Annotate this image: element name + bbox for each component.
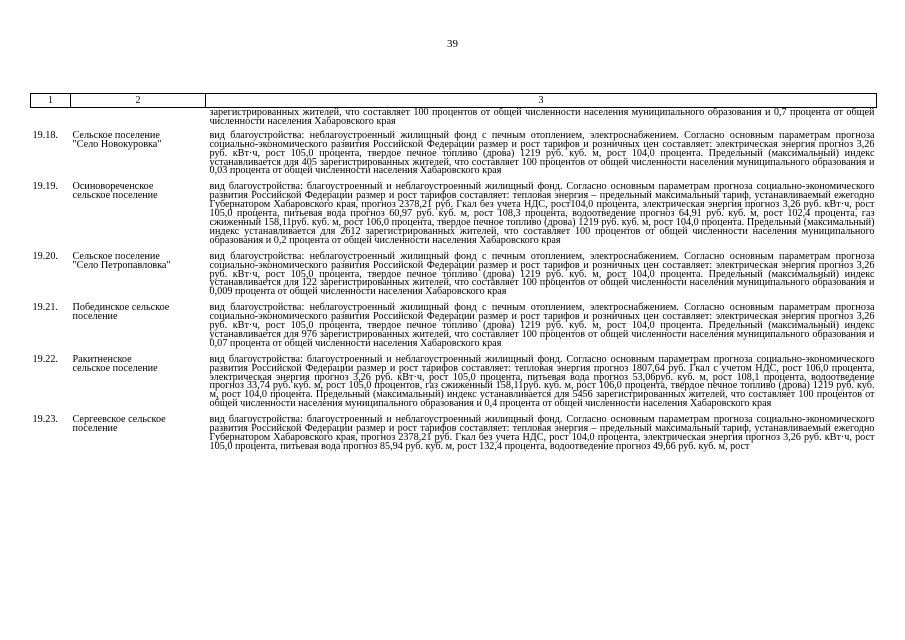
settlement-name: Осиновореченское сельское поселение — [72, 181, 158, 202]
settlement-name: Сельское поселение "Село Новокуровка" — [72, 129, 162, 150]
settlement-name-empty — [71, 108, 206, 132]
row-number: 19.21. — [32, 302, 58, 314]
row-description: вид благоустройства: неблагоустроенный жилищный фонд с печным отоплением, электроснабжением. Согласно основным параметрам прогноза социально-экономического развития Российской Федерации размер и рост тарифов и розничных цен составляет: электрическая энергия прогноз 3,26 руб. кВт·ч, рост 105,0 процента, твердое печное топливо (дрова) 1219 руб. куб. м, рост 104,0 процента. Предельный (максимальный) индекс устанавливается для 122 зарегистрированных жителей, что составляет 100 процентов от общей численности населения муниципального образования и 0,009 процента от общей численности населения Хабаровского края — [209, 250, 875, 298]
table-row — [31, 356, 877, 416]
row-number: 19.23. — [32, 414, 58, 426]
settlement-name: Сельское поселение "Село Петропавловка" — [72, 250, 171, 271]
row-number: 19.18. — [32, 129, 58, 141]
row-description: вид благоустройства: неблагоустроенный жилищный фонд с печным отоплением, электроснабжением. Согласно основным параметрам прогноза социально-экономического развития Российской Федерации размер и рост тарифов и розничных цен составляет: электрическая энергия прогноз 3,26 руб. кВт·ч, рост 105,0 процента, твердое печное топливо (дрова) 1219 руб. куб. м, рост 104,0 процента. Предельный (максимальный) индекс устанавливается для 976 зарегистрированных жителей, что составляет 100 процентов от общей численности населения муниципального образования и 0,07 процента от общей численности населения Хабаровского края — [209, 302, 875, 349]
table-row — [31, 132, 877, 184]
row-number-empty — [31, 108, 71, 132]
row-description: вид благоустройства: благоустроенный и неблагоустроенный жилищный фонд. Согласно основным параметрам прогноза социально-экономического развития Российской Федерации размер и рост тарифов составляет: тепловая энергия прогноз 1807,64 руб. Гкал с учетом НДС, рост 106,0 процента, электрическая энергия прогноз 3,26 руб. кВт·ч, рост 105,0 процента, питьевая вода прогноз 53,06руб. куб. м, рост 108,1 процента, водоотведение прогноз 33,74 руб. куб. м, рост 105,0 процентов, газ сжиженный 158,11руб. куб. м, рост 106,0 процента, твердое печное топливо (дрова) 1219 руб. куб. м, рост 104,0 процента. Предельный (максимальный) индекс устанавливается для 5456 зарегистрированных жителей, что составляет 100 процентов от общей численности населения муниципального образования и 0,4 процента от общей численности населения Хабаровского края — [209, 353, 875, 410]
table-row — [31, 416, 877, 459]
table-header-row — [31, 94, 877, 108]
table-row-continuation — [31, 108, 877, 132]
row-description: вид благоустройства: благоустроенный и неблагоустроенный жилищный фонд. Согласно основным параметрам прогноза социально-экономического развития Российской Федерации размер и рост тарифов составляет: тепловая энергия – предельный максимальный тариф, устанавливаемый ежегодно Губернатором Хабаровского края, прогноз 2378,21 руб. Гкал без учета НДС, рост104,0 процента, электрическая энергия прогноз 3,26 руб. кВт·ч, рост 105,0 процента, питьевая вода прогноз 60,97 руб. куб. м, рост 108,3 процента, водоотведение прогноз 64,91 руб. куб. м, рост 102,4 процента, газ сжиженный 158,11руб. куб. м, рост 106,0 процента, твердое печное топливо (дрова) 1219 руб. куб. м, рост 104,0 процента. Предельный (максимальный) индекс устанавливается для 2612 зарегистрированных жителей, что составляет 100 процентов от общей численности населения муниципального образования и 0,2 процента от общей численности населения Хабаровского края — [209, 181, 875, 246]
continuation-text: зарегистрированных жителей, что составляет 100 процентов от общей численности населения муниципального образования и 0,7 процента от общей численности населения Хабаровского края — [209, 107, 875, 127]
row-description: вид благоустройства: неблагоустроенный жилищный фонд с печным отоплением, электроснабжением. Согласно основным параметрам прогноза социально-экономического развития Российской Федерации размер и рост тарифов и розничных цен составляет: электрическая энергия прогноз 3,26 руб. кВт·ч, рост 105,0 процента, твердое печное топливо (дрова) 1219 руб. куб. м, рост 104,0 процента. Предельный (максимальный) индекс устанавливается для 405 зарегистрированных жителей, что составляет 100 процентов от общей численности населения муниципального образования и 0,03 процента от общей численности населения Хабаровского края — [209, 129, 875, 177]
row-number: 19.22. — [32, 353, 58, 365]
column-header-2: 2 — [71, 94, 206, 108]
settlement-name: Сергеевское сельское поселение — [72, 414, 166, 435]
column-header-1: 1 — [31, 94, 71, 108]
table-row — [31, 253, 877, 305]
row-number: 19.20. — [32, 250, 58, 262]
settlement-name: Ракитненское сельское поселение — [72, 353, 158, 374]
tariff-table — [30, 93, 877, 459]
row-description: вид благоустройства: благоустроенный и неблагоустроенный жилищный фонд. Согласно основным параметрам прогноза социально-экономического развития Российской Федерации размер и рост тарифов составляет: тепловая энергия – предельный максимальный тариф, устанавливаемый ежегодно Губернатором Хабаровского края, прогноз 2378,21 руб. Гкал без учета НДС, рост 104,0 процента, электрическая энергия прогноз 3,26 руб. кВт·ч, рост 105,0 процента, питьевая вода прогноз 85,94 руб. куб. м, рост 132,4 процента, водоотведение прогноз 49,66 руб. куб. м, рост — [209, 414, 875, 452]
column-header-3: 3 — [206, 94, 877, 108]
table-row — [31, 183, 877, 252]
page-number: 39 — [447, 38, 458, 50]
settlement-name: Побединское сельское поселение — [72, 302, 170, 323]
row-number: 19.19. — [32, 181, 58, 193]
table-row — [31, 304, 877, 356]
